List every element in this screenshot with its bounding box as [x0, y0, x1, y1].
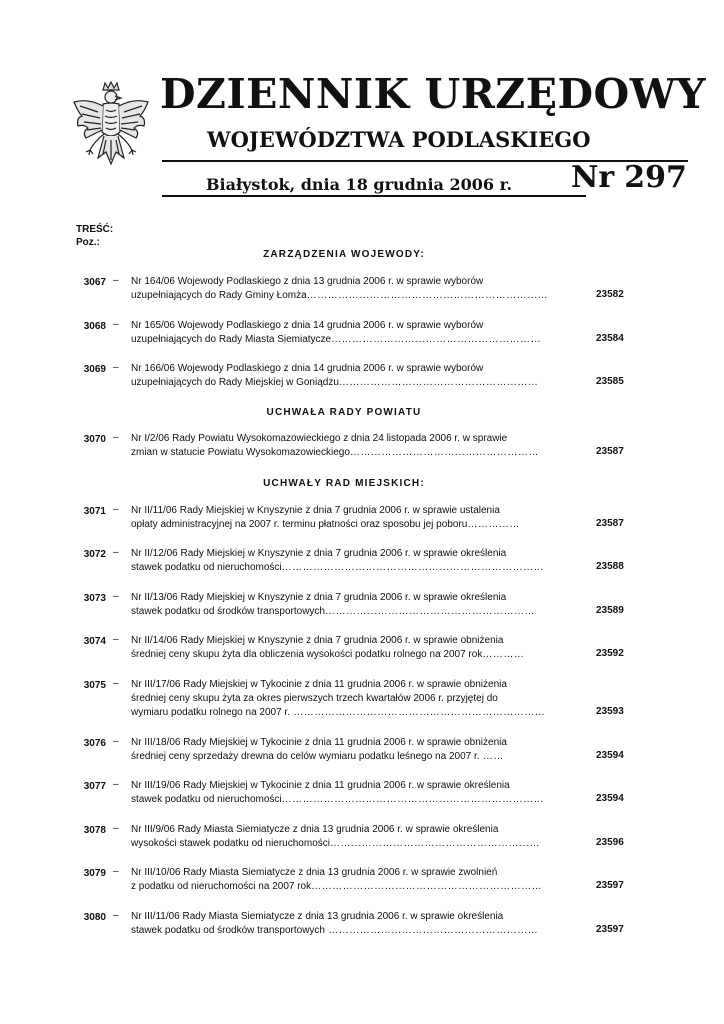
- entry-page-number[interactable]: 23597: [596, 924, 624, 935]
- entry-description: Nr I/2/06 Rady Powiatu Wysokomazowieckiego z dnia 24 listopada 2006 r. w sprawie zmian w statucie Powiatu Wysokomazowieckiego………………………………………………: [131, 433, 539, 458]
- toc-entry[interactable]: [72, 676, 632, 730]
- white-eagle-emblem-icon: [70, 80, 152, 178]
- toc-entry[interactable]: [72, 821, 632, 861]
- position-heading: Poz.:: [76, 237, 100, 248]
- toc-entry[interactable]: [72, 777, 632, 817]
- toc-entry[interactable]: [72, 360, 632, 400]
- entry-page-number[interactable]: 23584: [596, 333, 624, 344]
- issue-number: 297: [624, 160, 687, 195]
- entry-position: 3069: [83, 364, 106, 375]
- entry-dash: –: [113, 504, 119, 515]
- section-heading-uchwala-rady-powiatu: UCHWAŁA RADY POWIATU: [266, 407, 422, 418]
- entry-position: 3079: [83, 868, 106, 879]
- entry-position: 3067: [83, 277, 106, 288]
- entry-dash: –: [113, 736, 119, 747]
- issue-number-label: Nr: [571, 160, 615, 195]
- entry-description: Nr III/19/06 Rady Miejskiej w Tykocinie z dnia 11 grudnia 2006 r. w sprawie określenia stawek podatku od nieruchomości…………………………………………………………………: [131, 780, 545, 805]
- entry-page-number[interactable]: 23589: [596, 605, 624, 616]
- entry-dash: –: [113, 362, 119, 373]
- masthead-divider-bottom: [162, 195, 586, 197]
- toc-entry[interactable]: [72, 734, 632, 774]
- toc-entry[interactable]: [72, 589, 632, 629]
- section-heading-zarzadzenia: ZARZĄDZENIA WOJEWODY:: [263, 249, 425, 260]
- entry-page-number[interactable]: 23597: [596, 880, 624, 891]
- entry-page-number[interactable]: 23588: [596, 561, 624, 572]
- toc-entry[interactable]: [72, 273, 632, 313]
- entry-page-number[interactable]: 23594: [596, 793, 624, 804]
- entry-dash: –: [113, 779, 119, 790]
- entry-dash: –: [113, 319, 119, 330]
- entry-position: 3078: [83, 825, 106, 836]
- entry-page-number[interactable]: 23587: [596, 518, 624, 529]
- entry-page-number[interactable]: 23593: [596, 706, 624, 717]
- entry-dash: –: [113, 823, 119, 834]
- entry-position: 3072: [83, 549, 106, 560]
- section-heading-uchwaly-rad-miejskich: UCHWAŁY RAD MIEJSKICH:: [263, 478, 425, 489]
- publication-title: DZIENNIK URZĘDOWY: [160, 70, 707, 118]
- entry-position: 3073: [83, 593, 106, 604]
- entry-dash: –: [113, 275, 119, 286]
- entry-page-number[interactable]: 23582: [596, 289, 624, 300]
- entry-dash: –: [113, 678, 119, 689]
- entry-dash: –: [113, 634, 119, 645]
- entry-page-number[interactable]: 23596: [596, 837, 624, 848]
- entry-description: Nr III/18/06 Rady Miejskiej w Tykocinie z dnia 11 grudnia 2006 r. w sprawie obniżenia średniej ceny sprzedaży drewna do celów wymiaru podatku leśnego na 2007 r. ……: [131, 737, 507, 762]
- entry-description: Nr II/13/06 Rady Miejskiej w Knyszynie z dnia 7 grudnia 2006 r. w sprawie określenia stawek podatku od środków transportowych……………………………………………………: [131, 592, 535, 617]
- entry-description: Nr III/17/06 Rady Miejskiej w Tykocinie z dnia 11 grudnia 2006 r. w sprawie obniżenia średniej ceny skupu żyta za okres pierwszych trzech kwartałów 2006 r. przyjętej do wymiaru podatku rolnego na 2007 r. ………………………………………………………………: [131, 679, 546, 718]
- entry-description: Nr III/10/06 Rady Miasta Siemiatycze z dnia 13 grudnia 2006 r. w sprawie zwolnień z podatku od nieruchomości na 2007 rok…………………………………………………………: [131, 867, 543, 892]
- entry-description: Nr 164/06 Wojewody Podlaskiego z dnia 13 grudnia 2006 r. w sprawie wyborów uzupełniających do Rady Gminy Łomża……………………………………………………………: [131, 276, 549, 301]
- contents-heading: TREŚĆ:: [76, 224, 114, 235]
- entry-position: 3068: [83, 321, 106, 332]
- entry-description: Nr III/11/06 Rady Miasta Siemiatycze z dnia 13 grudnia 2006 r. w sprawie określenia stawek podatku od środków transportowych ……………………………………………………: [131, 911, 539, 936]
- toc-entry[interactable]: [72, 908, 632, 948]
- entry-page-number[interactable]: 23594: [596, 750, 624, 761]
- entry-page-number[interactable]: 23587: [596, 446, 624, 457]
- entry-dash: –: [113, 591, 119, 602]
- issue-dateline: Białystok, dnia 18 grudnia 2006 r.: [206, 175, 513, 194]
- entry-position: 3076: [83, 738, 106, 749]
- entry-position: 3080: [83, 912, 106, 923]
- entry-description: Nr III/9/06 Rady Miasta Siemiatycze z dnia 13 grudnia 2006 r. w sprawie określenia wysokości stawek podatku od nieruchomości……………………………………………………: [131, 824, 540, 849]
- toc-entry[interactable]: [72, 545, 632, 585]
- publication-subtitle: WOJEWÓDZTWA PODLASKIEGO: [207, 127, 591, 152]
- toc-entry[interactable]: [72, 430, 632, 470]
- entry-page-number[interactable]: 23585: [596, 376, 624, 387]
- issue-number-block: [571, 160, 687, 195]
- entry-position: 3077: [83, 781, 106, 792]
- entry-description: Nr 166/06 Wojewody Podlaskiego z dnia 14 grudnia 2006 r. w sprawie wyborów uzupełniających do Rady Miejskiej w Goniądzu…………………………………………………: [131, 363, 539, 388]
- toc-entry[interactable]: [72, 864, 632, 904]
- entry-page-number[interactable]: 23592: [596, 648, 624, 659]
- entry-dash: –: [113, 910, 119, 921]
- entry-description: Nr II/14/06 Rady Miejskiej w Knyszynie z dnia 7 grudnia 2006 r. w sprawie obniżenia średniej ceny skupu żyta dla obliczenia wysokości podatku rolnego na 2007 rok…………: [131, 635, 525, 660]
- entry-description: Nr II/11/06 Rady Miejskiej w Knyszynie z dnia 7 grudnia 2006 r. w sprawie ustalenia opłaty administracyjnej na 2007 r. terminu płatności oraz sposobu jej poboru……………: [131, 505, 520, 530]
- entry-dash: –: [113, 547, 119, 558]
- entry-position: 3075: [83, 680, 106, 691]
- entry-dash: –: [113, 866, 119, 877]
- entry-position: 3070: [83, 434, 106, 445]
- entry-description: Nr II/12/06 Rady Miejskiej w Knyszynie z dnia 7 grudnia 2006 r. w sprawie określenia stawek podatku od nieruchomości…………………………………………………………………: [131, 548, 545, 573]
- entry-position: 3071: [83, 506, 106, 517]
- contents-label: [76, 223, 113, 249]
- entry-position: 3074: [83, 636, 106, 647]
- entry-description: Nr 165/06 Wojewody Podlaskiego z dnia 14 grudnia 2006 r. w sprawie wyborów uzupełniających do Rady Miasta Siemiatycze……………………………………………………: [131, 320, 542, 345]
- toc-entry[interactable]: [72, 502, 632, 542]
- toc-entry[interactable]: [72, 317, 632, 357]
- toc-entry[interactable]: [72, 632, 632, 672]
- entry-dash: –: [113, 432, 119, 443]
